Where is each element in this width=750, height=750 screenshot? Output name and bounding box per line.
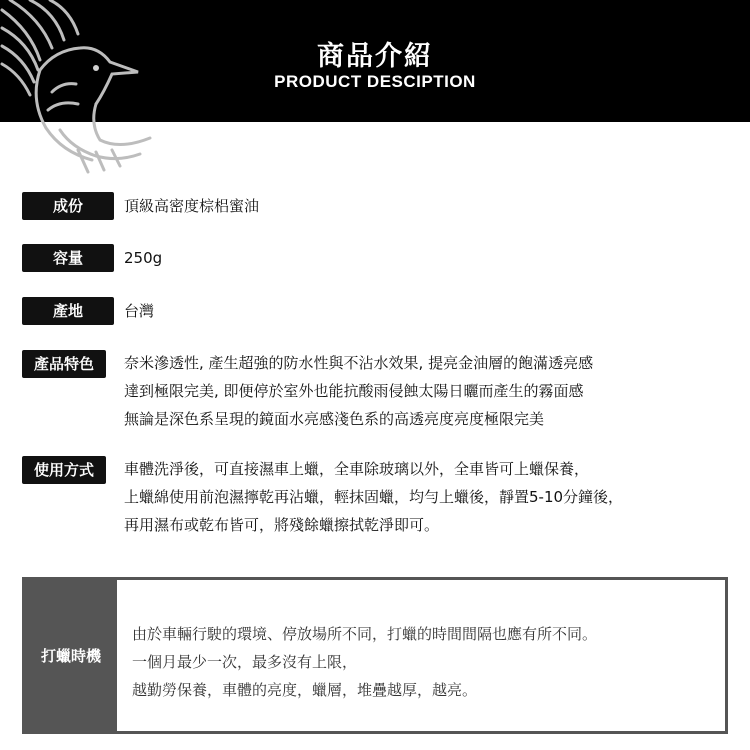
waxing-time-line: 由於車輛行駛的環境、停放場所不同，打蠟的時間間隔也應有所不同。 (132, 625, 598, 643)
features-line: 達到極限完美, 即便停於室外也能抗酸雨侵蝕太陽日曬而產生的霧面感 (124, 382, 584, 400)
spec-label: 產地 (22, 297, 114, 325)
usage-label: 使用方式 (22, 456, 106, 484)
waxing-time-text (132, 620, 597, 704)
features-line: 無論是深色系呈現的鏡面水亮感淺色系的高透亮度亮度極限完美 (124, 410, 545, 428)
spec-label: 容量 (22, 244, 114, 272)
usage-line: 再用濕布或乾布皆可，將殘餘蠟擦拭乾淨即可。 (124, 516, 440, 534)
waxing-time-line: 一個月最少一次，最多沒有上限， (132, 653, 358, 671)
usage-text (124, 455, 623, 539)
features-text (124, 349, 593, 433)
usage-line: 上蠟綿使用前泡濕擰乾再沾蠟，輕抹固蠟，均勻上蠟後，靜置5-10分鐘後， (124, 488, 624, 506)
waxing-time-box (22, 577, 728, 734)
waxing-time-line: 越勤勞保養，車體的亮度，蠟層，堆疊越厚，越亮。 (132, 681, 478, 699)
page-title: 商品介紹 (317, 41, 433, 72)
header-banner (0, 0, 750, 122)
spec-value: 250g (124, 249, 163, 267)
spec-label: 成份 (22, 192, 114, 220)
waxing-time-label: 打蠟時機 (25, 580, 117, 731)
spec-value: 頂級高密度棕梠蜜油 (124, 197, 260, 215)
spec-value: 台灣 (124, 302, 155, 320)
page-subtitle: PRODUCT DESCIPTION (274, 72, 476, 91)
features-label: 產品特色 (22, 350, 106, 378)
features-line: 奈米滲透性, 產生超強的防水性與不沾水效果, 提亮金油層的飽滿透亮感 (124, 354, 594, 372)
usage-line: 車體洗淨後，可直接濕車上蠟，全車除玻璃以外，全車皆可上蠟保養， (124, 460, 590, 478)
